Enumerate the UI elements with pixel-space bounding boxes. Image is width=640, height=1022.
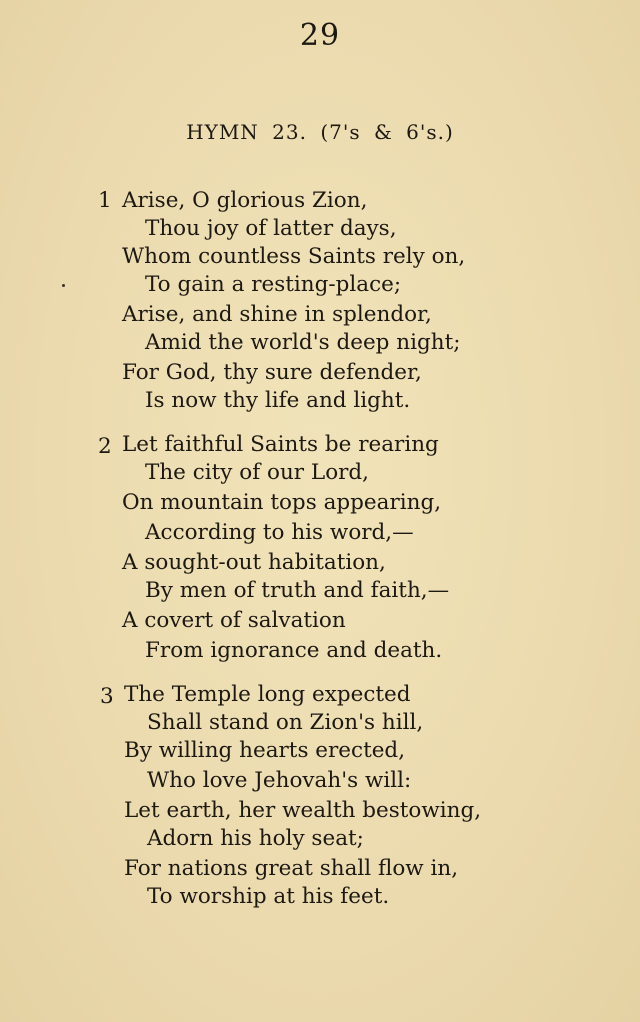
- verse-line: Whom countless Saints rely on,: [122, 244, 466, 269]
- verse-line: The city of our Lord,: [145, 460, 370, 485]
- verse-line: Shall stand on Zion's hill,: [147, 710, 424, 735]
- verse-line: Who love Jehovah's will:: [147, 768, 412, 793]
- verse-number: 2: [98, 434, 112, 459]
- verse-line: Arise, and shine in splendor,: [122, 302, 432, 327]
- verse-line: Let earth, her wealth bestowing,: [124, 798, 482, 823]
- verse-line: By men of truth and faith,—: [145, 578, 450, 603]
- verse-line: For nations great shall flow in,: [124, 856, 459, 881]
- verse-line: Adorn his holy seat;: [147, 826, 364, 851]
- verse-number: 3: [100, 684, 114, 709]
- verse-line: Let faithful Saints be rearing: [122, 432, 439, 457]
- verse-line: By willing hearts erected,: [124, 738, 406, 763]
- verse-line: The Temple long expected: [124, 682, 411, 707]
- verse-line: For God, thy sure defender,: [122, 360, 422, 385]
- verse-line: To worship at his feet.: [147, 884, 390, 909]
- hymn-title: HYMN 23. (7's & 6's.): [186, 120, 454, 144]
- verse-line: Is now thy life and light.: [145, 388, 411, 413]
- verse-line: Amid the world's deep night;: [145, 330, 461, 355]
- verse-number: 1: [98, 188, 112, 213]
- verse-line: Arise, O glorious Zion,: [122, 188, 368, 213]
- verse-line: On mountain tops appearing,: [122, 490, 442, 515]
- verse-line: According to his word,—: [145, 520, 414, 545]
- page-number: 29: [299, 18, 341, 53]
- verse-line: A covert of salvation: [122, 608, 346, 633]
- verse-line: Thou joy of latter days,: [145, 216, 397, 241]
- verse-line: A sought-out habitation,: [122, 550, 386, 575]
- verse-line: From ignorance and death.: [145, 638, 443, 663]
- verse-line: To gain a resting-place;: [145, 272, 402, 297]
- ink-speck: [62, 284, 65, 287]
